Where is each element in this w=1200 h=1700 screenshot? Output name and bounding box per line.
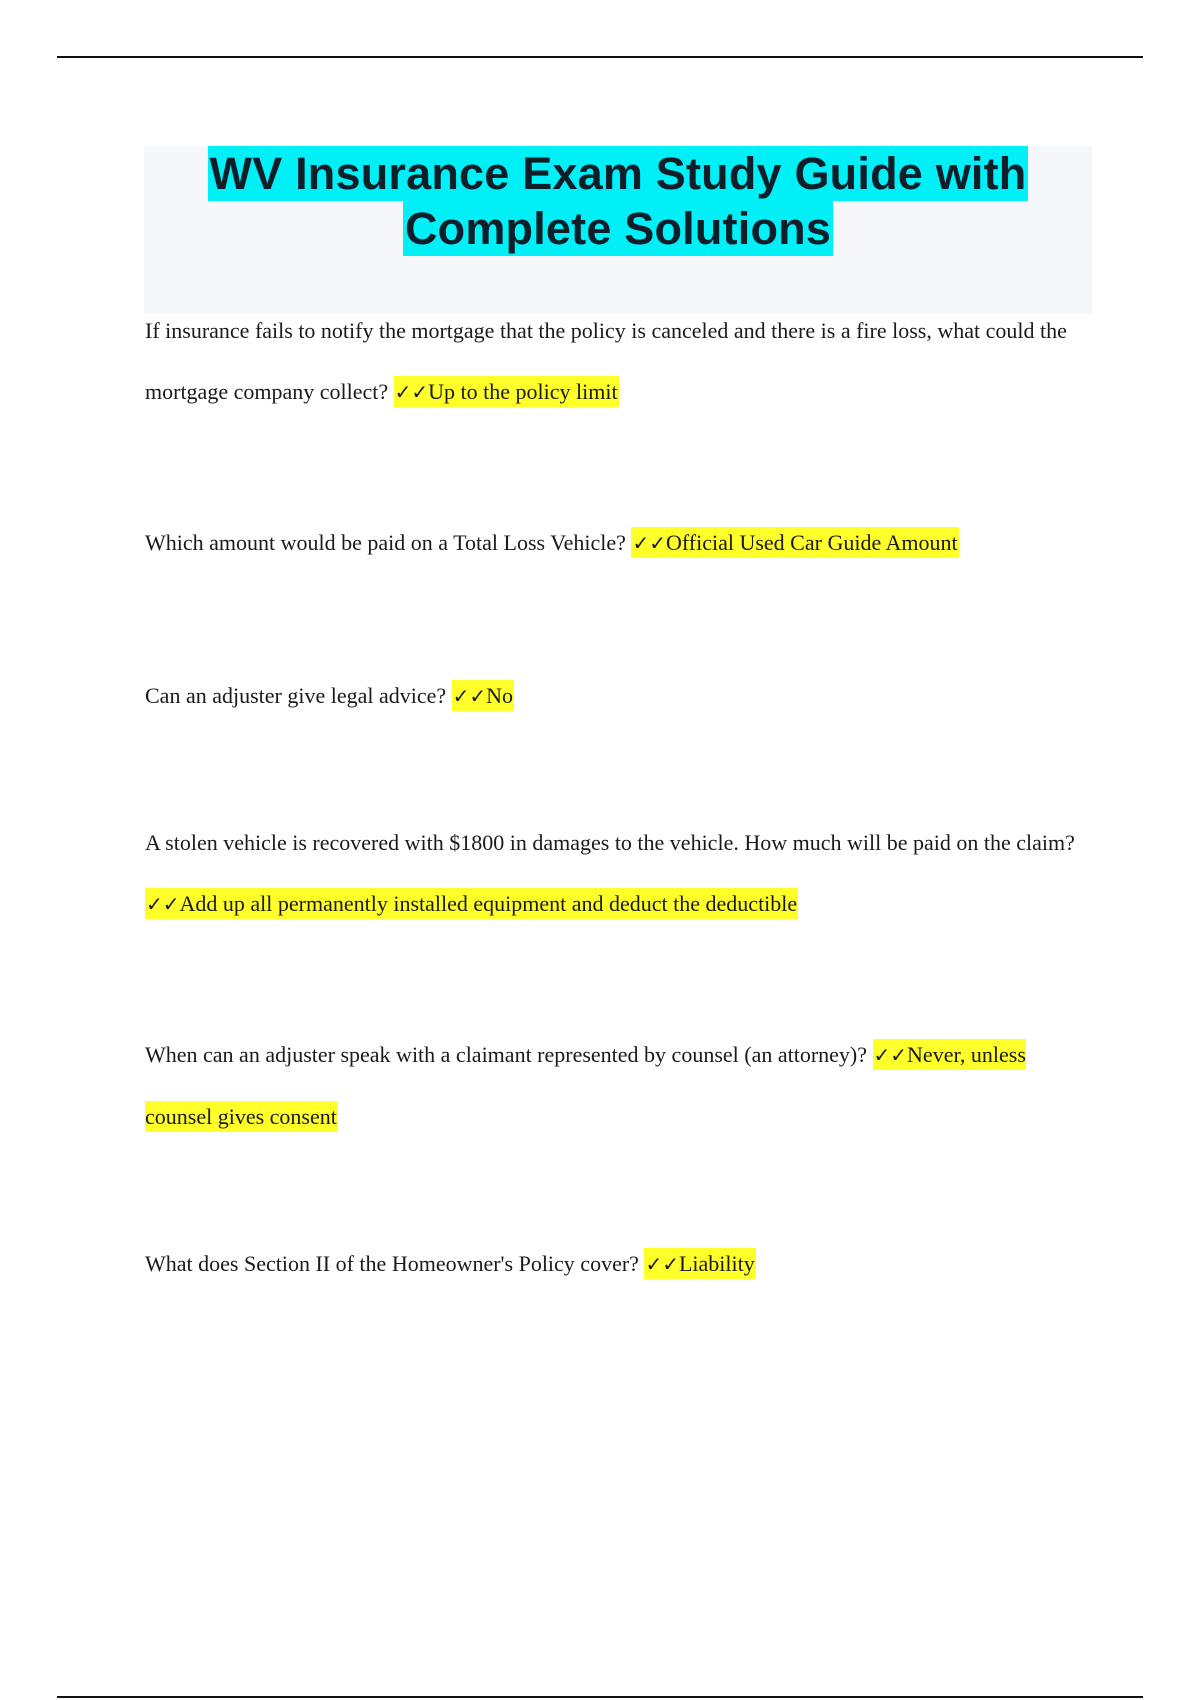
answer-text: Up to the policy limit <box>428 379 618 404</box>
answer-highlight <box>644 1248 755 1279</box>
qa-item <box>145 1233 1075 1295</box>
question-text: What does Section II of the Homeowner's Policy cover? <box>145 1251 639 1276</box>
answer-text: Official Used Car Guide Amount <box>665 530 958 555</box>
check-icon: ✓✓ <box>632 531 666 555</box>
question-text: If insurance fails to notify the mortgage that the policy is canceled and there is a fire loss, what could the mortgage company collect? <box>145 318 1067 404</box>
question-text: A stolen vehicle is recovered with $1800 in damages to the vehicle. How much will be paid on the claim? <box>145 830 1075 855</box>
answer-text: Liability <box>678 1251 755 1276</box>
answer-text: Add up all permanently installed equipment and deduct the deductible <box>179 891 798 916</box>
check-icon: ✓✓ <box>394 380 429 404</box>
question-text: Can an adjuster give legal advice? <box>145 683 447 708</box>
answer-highlight <box>394 376 619 407</box>
qa-item <box>145 812 1075 935</box>
question-text: Which amount would be paid on a Total Loss Vehicle? <box>145 530 626 555</box>
title-line-2: Complete Solutions <box>404 203 832 254</box>
question-text: When can an adjuster speak with a claimant represented by counsel (an attorney)? <box>145 1042 868 1067</box>
qa-item <box>145 665 1075 727</box>
title-block <box>144 146 1092 314</box>
title-line-1: WV Insurance Exam Study Guide with <box>209 148 1027 199</box>
answer-highlight <box>631 527 958 558</box>
check-icon: ✓✓ <box>146 892 180 916</box>
qa-item <box>145 1024 1075 1147</box>
check-icon: ✓✓ <box>452 684 487 708</box>
answer-text: No <box>486 683 514 708</box>
top-rule <box>57 56 1143 58</box>
answer-highlight <box>145 888 798 919</box>
bottom-rule <box>57 1696 1143 1698</box>
check-icon: ✓✓ <box>645 1252 679 1276</box>
check-icon: ✓✓ <box>873 1043 908 1067</box>
qa-item <box>145 300 1075 423</box>
answer-highlight <box>452 680 514 711</box>
answer-text: Never, unless counsel gives consent <box>145 1042 1026 1129</box>
qa-item <box>145 512 1075 574</box>
